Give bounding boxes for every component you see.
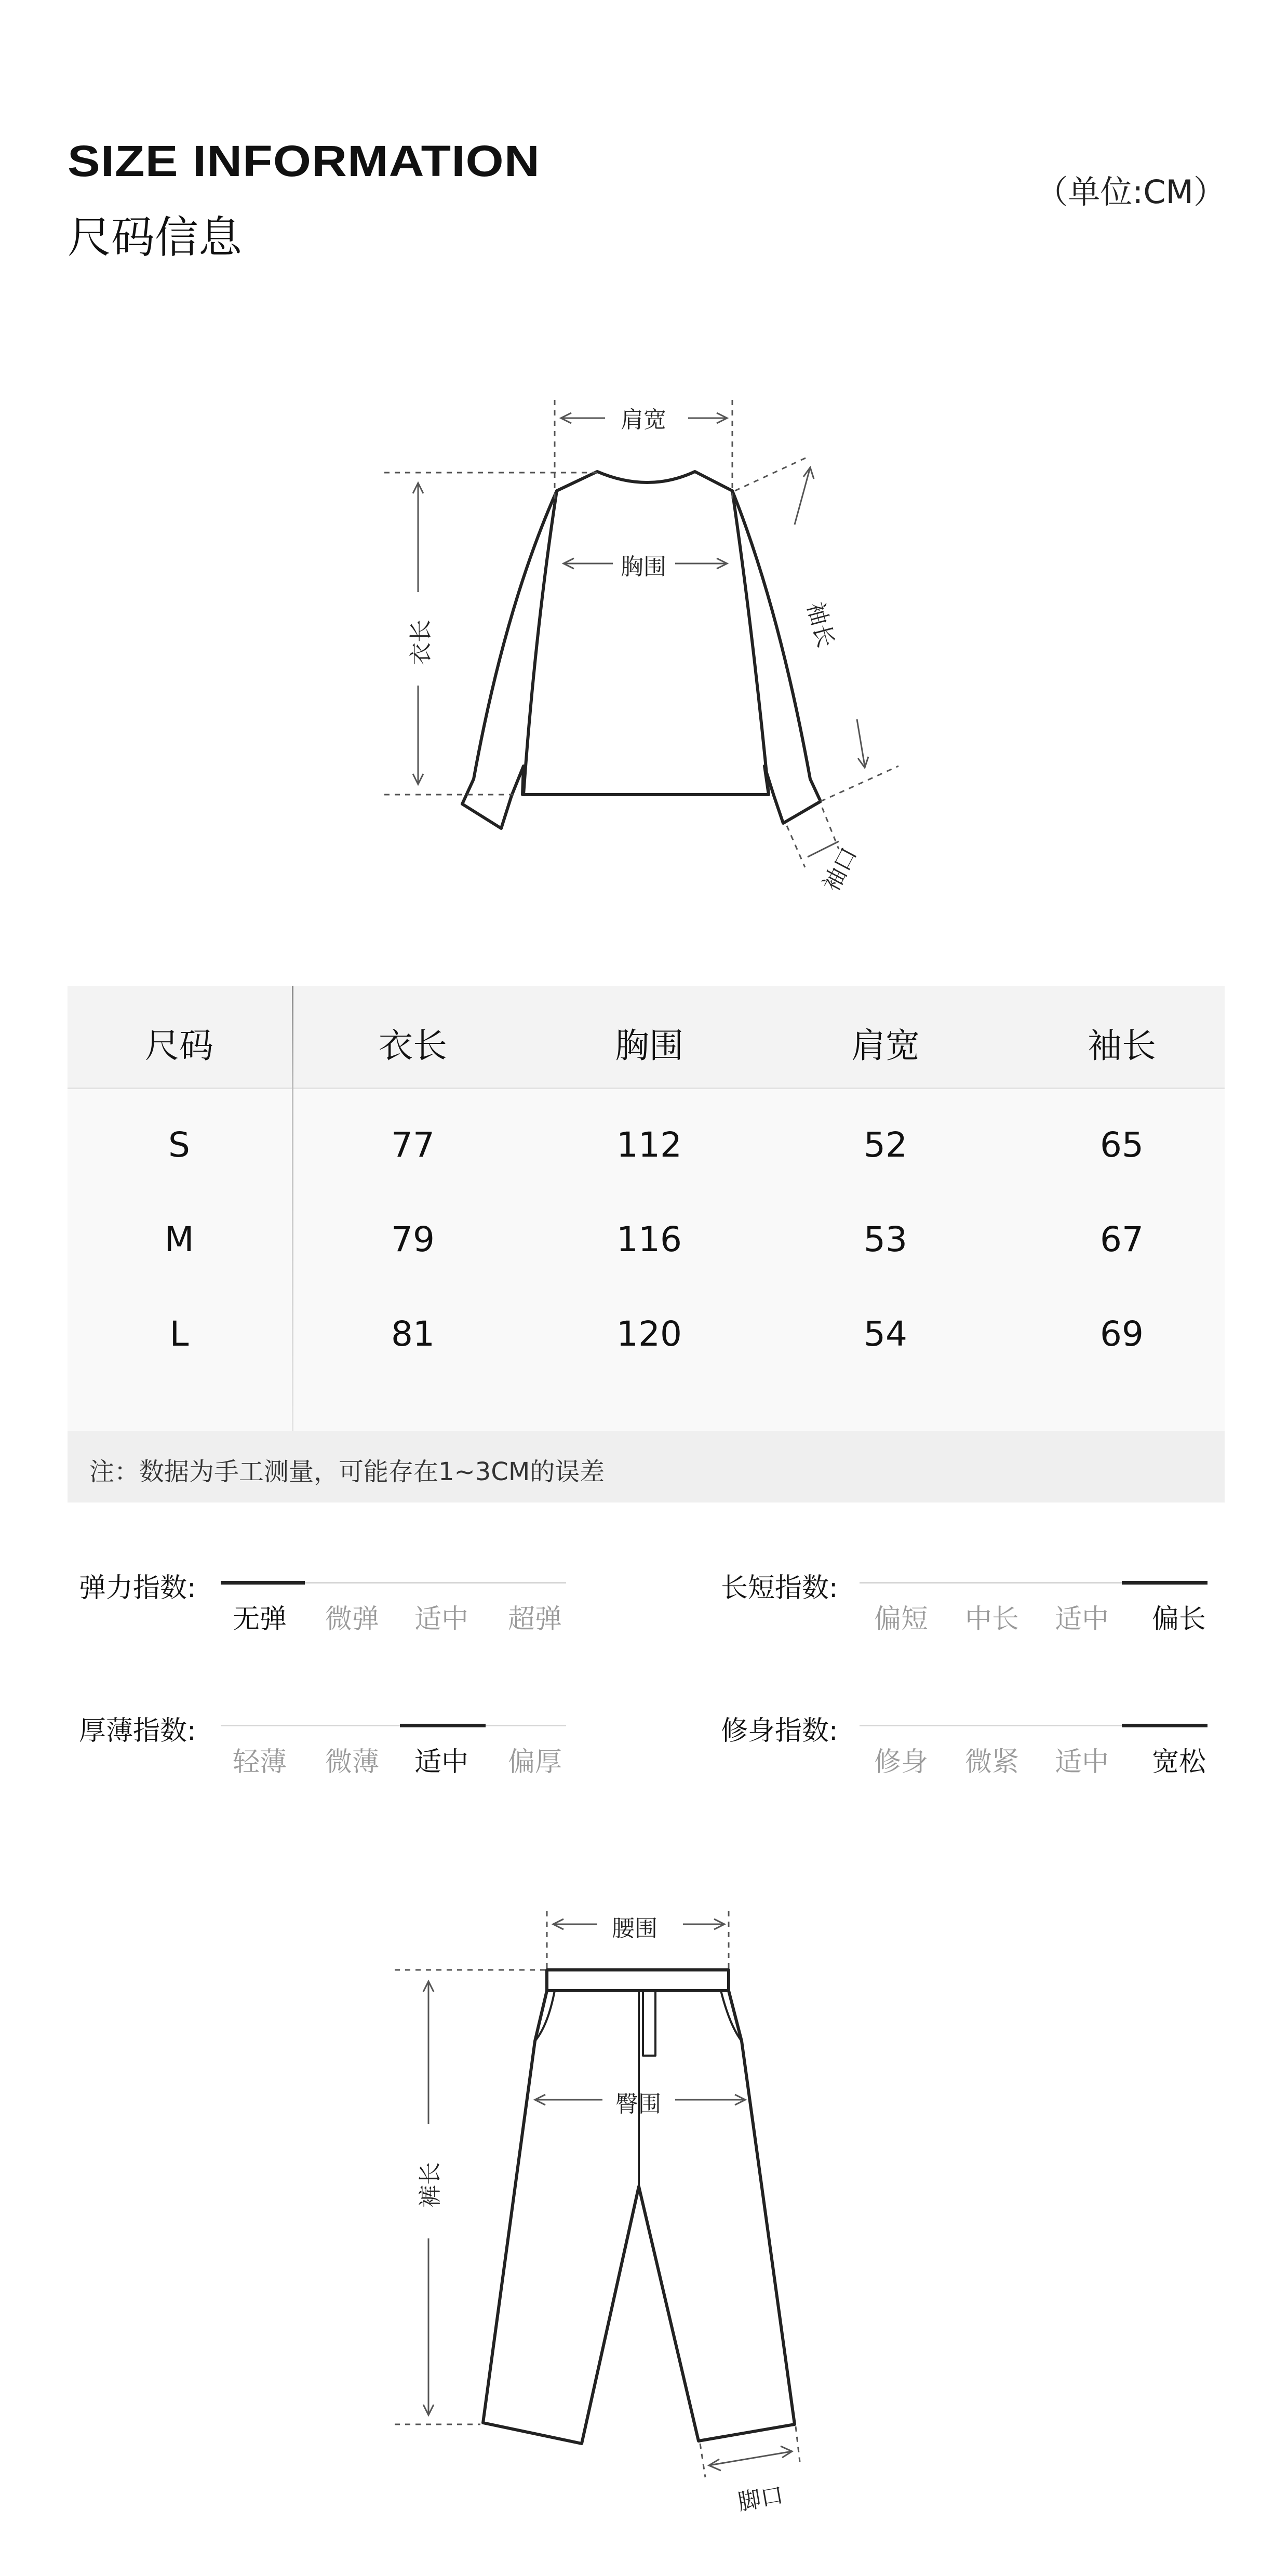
table-row-l-size: L [169,1314,189,1354]
header-size: 尺码 [145,1026,213,1066]
thickness-option-light: 轻薄 [232,1747,287,1778]
elasticity-option-none: 无弹 [232,1604,287,1635]
label-hip: 臀围 [615,2091,661,2117]
length-option-medium: 中长 [964,1604,1019,1635]
label-chest: 胸围 [621,554,666,580]
thickness-option-thin: 微薄 [325,1747,379,1778]
table-row-m-length: 79 [391,1219,435,1259]
measurement-note-text: 注：数据为手工测量，可能存在1~3CM的误差 [89,1457,605,1486]
header-length: 衣长 [379,1026,447,1066]
thickness-option-moderate: 适中 [414,1747,468,1778]
thickness-option-thick: 偏厚 [507,1747,562,1778]
label-pants-length: 裤长 [417,2162,444,2208]
table-row-l-sleeve: 69 [1100,1314,1144,1354]
elasticity-option-super: 超弹 [507,1604,562,1635]
fit-option-snug: 微紧 [964,1747,1019,1778]
length-index-label: 长短指数: [721,1573,838,1604]
fit-option-moderate: 适中 [1054,1747,1109,1778]
fit-option-slim: 修身 [874,1747,928,1778]
table-row-l-shoulder: 54 [864,1314,907,1354]
label-sleeve-length: 袖长 [801,599,839,651]
unit-label: （单位:CM） [1036,173,1226,211]
table-row-m-shoulder: 53 [864,1219,907,1259]
title-chinese: 尺码信息 [68,212,243,263]
pants-waistband [547,1970,729,1991]
table-row-l-length: 81 [391,1314,435,1354]
length-option-short: 偏短 [874,1604,928,1635]
thickness-label: 厚薄指数: [79,1715,196,1747]
table-row-s-shoulder: 52 [864,1125,907,1165]
label-cuff: 袖口 [817,843,863,896]
elasticity-option-moderate: 适中 [414,1604,468,1635]
length-option-moderate: 适中 [1054,1604,1109,1635]
header-chest: 胸围 [615,1026,683,1066]
elasticity-option-slight: 微弹 [325,1604,379,1635]
header-sleeve: 袖长 [1088,1026,1156,1066]
length-option-long: 偏长 [1151,1604,1206,1635]
label-body-length: 衣长 [408,620,434,665]
header-shoulder: 肩宽 [851,1026,920,1066]
table-row-s-size: S [168,1125,190,1165]
label-shoulder-width: 肩宽 [621,407,666,433]
table-row-l-chest: 120 [616,1314,682,1354]
label-hem: 脚口 [736,2481,786,2516]
table-row-m-chest: 116 [616,1219,682,1259]
table-row-s-chest: 112 [616,1125,682,1165]
label-waist: 腰围 [612,1915,658,1942]
fit-index-label: 修身指数: [721,1715,838,1747]
table-row-m-size: M [164,1219,194,1259]
fit-option-loose: 宽松 [1151,1747,1206,1778]
table-row-m-sleeve: 67 [1100,1219,1144,1259]
table-row-s-sleeve: 65 [1100,1125,1144,1165]
elasticity-label: 弹力指数: [79,1573,196,1604]
table-row-s-length: 77 [391,1125,435,1165]
title-english: SIZE INFORMATION [68,137,540,185]
